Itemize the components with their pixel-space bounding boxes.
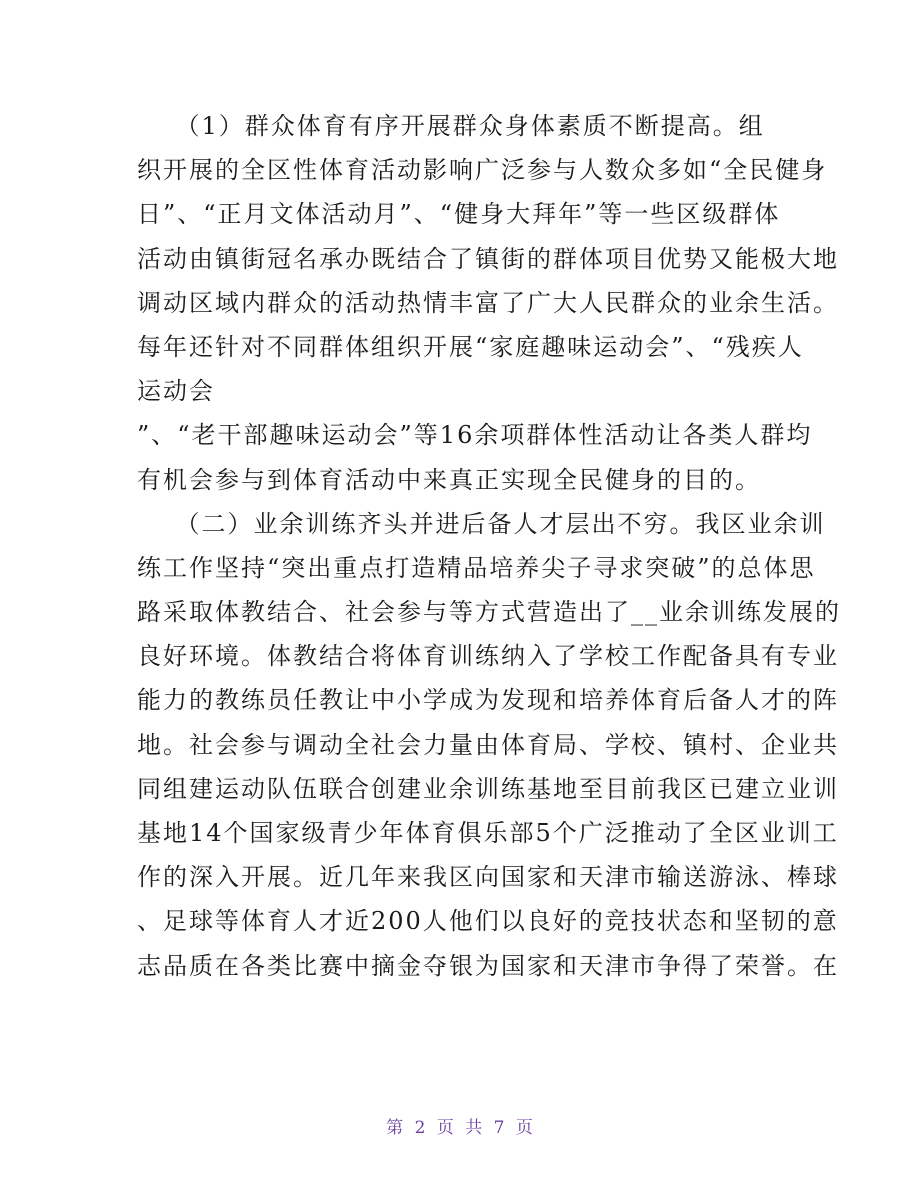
text-line: 基地14个国家级青少年体育俱乐部5个广泛推动了全区业训工 — [137, 819, 839, 847]
text-line: （1）群众体育有序开展群众身体素质不断提高。组 — [137, 112, 765, 140]
text-line: 作的深入开展。近几年来我区向国家和天津市输送游泳、棒球 — [137, 863, 839, 892]
text-line: 每年还针对不同群体组织开展“家庭趣味运动会”、“残疾人 — [137, 332, 804, 361]
text-line: 活动由镇街冠名承办既结合了镇街的群体项目优势又能极大地 — [137, 244, 839, 273]
text-line: 、足球等体育人才近200人他们以良好的竞技状态和坚韧的意 — [137, 907, 839, 936]
text-line: 有机会参与到体育活动中来真正实现全民健身的目的。 — [137, 465, 761, 494]
text-line: 良好环境。体教结合将体育训练纳入了学校工作配备具有专业 — [137, 642, 839, 671]
text-line: 运动会 — [137, 377, 215, 406]
text-line: 调动区域内群众的活动热情丰富了广大人民群众的业余生活。 — [137, 288, 839, 317]
text-line: 地。社会参与调动全社会力量由体育局、学校、镇村、企业共 — [137, 730, 839, 759]
text-line: 织开展的全区性体育活动影响广泛参与人数众多如“全民健身 — [137, 156, 828, 185]
body-text — [137, 104, 841, 988]
text-line: 同组建运动队伍联合创建业余训练基地至目前我区已建立业训 — [137, 774, 839, 803]
text-line: 日”、“正月文体活动月”、“健身大拜年”等一些区级群体 — [137, 200, 781, 229]
page-number-footer: 第 2 页 共 7 页 — [386, 1118, 534, 1138]
text-line: 能力的教练员任教让中小学成为发现和培养体育后备人才的阵 — [137, 686, 839, 715]
text-line: ”、“老干部趣味运动会”等16余项群体性活动让各类人群均 — [137, 421, 813, 450]
text-line: （二）业余训练齐头并进后备人才层出不穷。我区业余训 — [137, 509, 826, 538]
text-line: 路采取体教结合、社会参与等方式营造出了__业余训练发展的 — [137, 598, 841, 627]
text-line: 志品质在各类比赛中摘金夺银为国家和天津市争得了荣誉。在 — [137, 951, 839, 980]
text-line: 练工作坚持“突出重点打造精品培养尖子寻求突破”的总体思 — [137, 553, 816, 582]
